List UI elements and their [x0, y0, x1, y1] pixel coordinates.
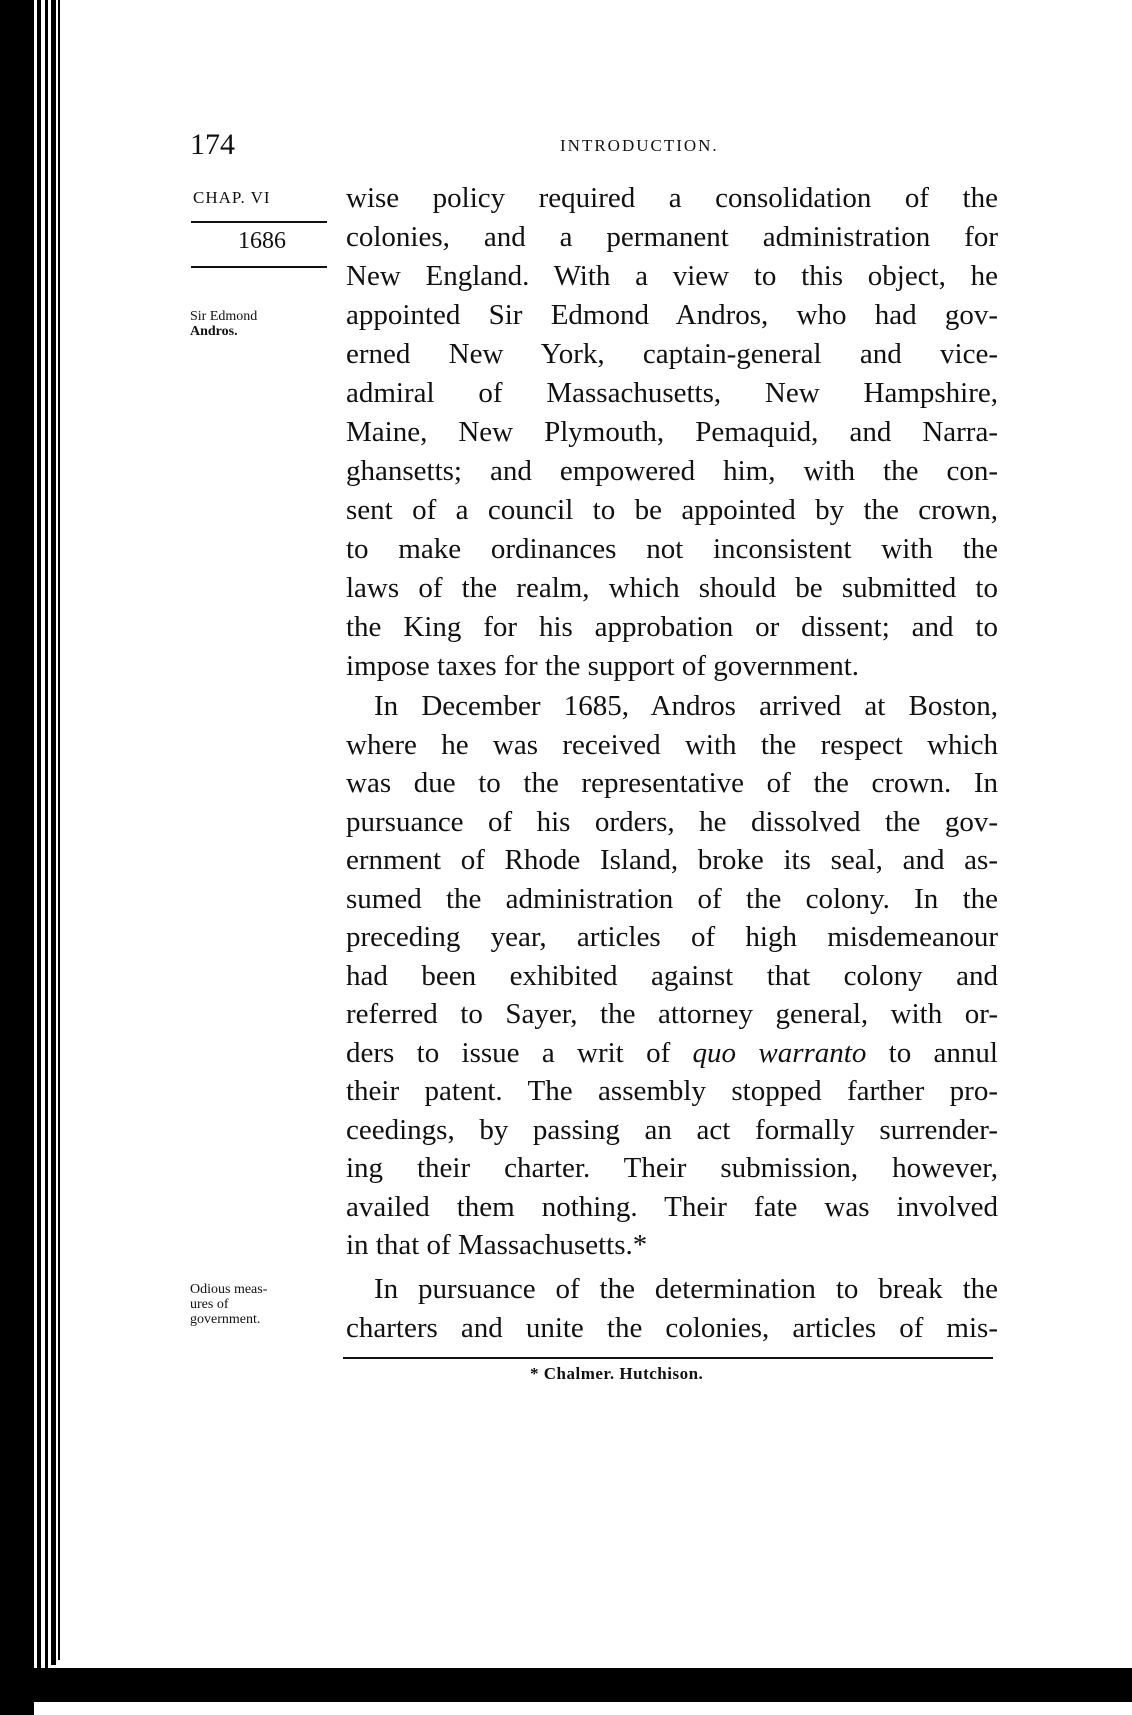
margin-note-line: Andros. — [190, 324, 238, 339]
text-segment: had been exhibited against that colony and — [346, 959, 998, 992]
text-segment: ernment of Rhode Island, broke its seal, and as- — [346, 844, 998, 876]
text-line — [346, 647, 998, 686]
margin-note-line: government. — [190, 1312, 261, 1327]
text-line — [346, 569, 998, 608]
text-line — [346, 803, 998, 842]
margin-year: 1686 — [238, 228, 286, 254]
text-line — [346, 1270, 998, 1309]
margin-note-line: ures of — [190, 1297, 229, 1312]
text-line — [346, 1111, 998, 1150]
footnote-rule — [343, 1357, 993, 1359]
text-line — [346, 726, 998, 765]
book-binding-edge — [0, 0, 70, 1715]
text-segment: In pursuance of the determination to break the — [374, 1273, 998, 1305]
footnote: * Chalmer. Hutchison. — [530, 1364, 704, 1383]
text-segment: the King for his approbation or dissent; and to — [346, 611, 998, 643]
text-line — [346, 995, 998, 1034]
text-line — [346, 764, 998, 803]
text-segment: ceedings, by passing an act formally surrender- — [346, 1113, 998, 1146]
text-segment: ing their charter. Their submission, however, — [346, 1152, 998, 1184]
text-segment: in that of Massachusetts.* — [346, 1229, 648, 1261]
margin-note-line: Odious meas- — [190, 1282, 268, 1297]
text-segment: erned New York, captain-general and vice- — [346, 338, 998, 370]
text-segment: where he was received with the respect which — [346, 728, 998, 761]
page-number: 174 — [190, 128, 235, 161]
margin-chapter: CHAP. VI — [193, 188, 271, 207]
text-segment: sumed the administration of the colony. In the — [346, 882, 998, 915]
text-segment: preceding year, articles of high misdemeanour — [346, 921, 998, 953]
text-segment: referred to Sayer, the attorney general, with or- — [346, 998, 998, 1030]
text-line — [346, 1072, 998, 1111]
text-segment: their patent. The assembly stopped farther pro- — [346, 1075, 998, 1107]
scan-bottom-edge — [5, 1668, 1132, 1702]
italic-phrase: quo warranto — [692, 1036, 867, 1069]
text-line — [346, 257, 998, 296]
text-line — [346, 1309, 998, 1348]
text-line — [346, 179, 998, 218]
margin-note-line: Sir Edmond — [190, 309, 258, 324]
text-segment: New England. With a view to this object, he — [346, 260, 998, 292]
text-segment: In December 1685, Andros arrived at Boston, — [374, 690, 998, 722]
text-segment: sent of a council to be appointed by the crown, — [346, 494, 998, 526]
text-segment: to annul — [866, 1036, 998, 1069]
text-line — [346, 880, 998, 919]
text-line — [346, 530, 998, 569]
text-line — [346, 957, 998, 996]
running-head: INTRODUCTION. — [560, 136, 719, 155]
text-segment: ghansetts; and empowered him, with the con- — [346, 455, 998, 487]
text-line — [346, 608, 998, 647]
text-segment: admiral of Massachusetts, New Hampshire, — [346, 377, 998, 409]
text-segment: impose taxes for the support of government. — [346, 650, 860, 682]
text-line — [346, 1226, 998, 1265]
text-line — [346, 1188, 998, 1227]
text-line — [346, 374, 998, 413]
text-line — [346, 452, 998, 491]
text-segment: to make ordinances not inconsistent with the — [346, 533, 998, 565]
text-segment: was due to the representative of the crown. In — [346, 767, 998, 799]
text-line — [346, 1149, 998, 1188]
text-line — [346, 296, 998, 335]
text-line — [346, 687, 998, 726]
text-segment: charters and unite the colonies, articles of mis- — [346, 1312, 998, 1344]
text-line — [346, 918, 998, 957]
text-segment: appointed Sir Edmond Andros, who had gov- — [346, 299, 998, 331]
margin-rule — [191, 221, 327, 223]
text-line — [346, 841, 998, 880]
text-segment: colonies, and a permanent administration for — [346, 221, 998, 253]
text-segment: pursuance of his orders, he dissolved the gov- — [346, 805, 998, 838]
text-segment: Maine, New Plymouth, Pemaquid, and Narra- — [346, 416, 998, 448]
text-segment: wise policy required a consolidation of the — [346, 182, 998, 214]
margin-rule — [191, 266, 327, 268]
text-segment: ders to issue a writ of — [346, 1036, 693, 1069]
text-line — [346, 413, 998, 452]
text-line — [346, 335, 998, 374]
margin-note-sir-edmond-andros — [190, 309, 257, 339]
margin-note-odious-measures — [190, 1282, 267, 1327]
text-line — [346, 1034, 998, 1073]
text-segment: availed them nothing. Their fate was involved — [346, 1190, 998, 1223]
text-segment: laws of the realm, which should be submitted to — [346, 572, 998, 604]
text-line — [346, 218, 998, 257]
text-line — [346, 491, 998, 530]
